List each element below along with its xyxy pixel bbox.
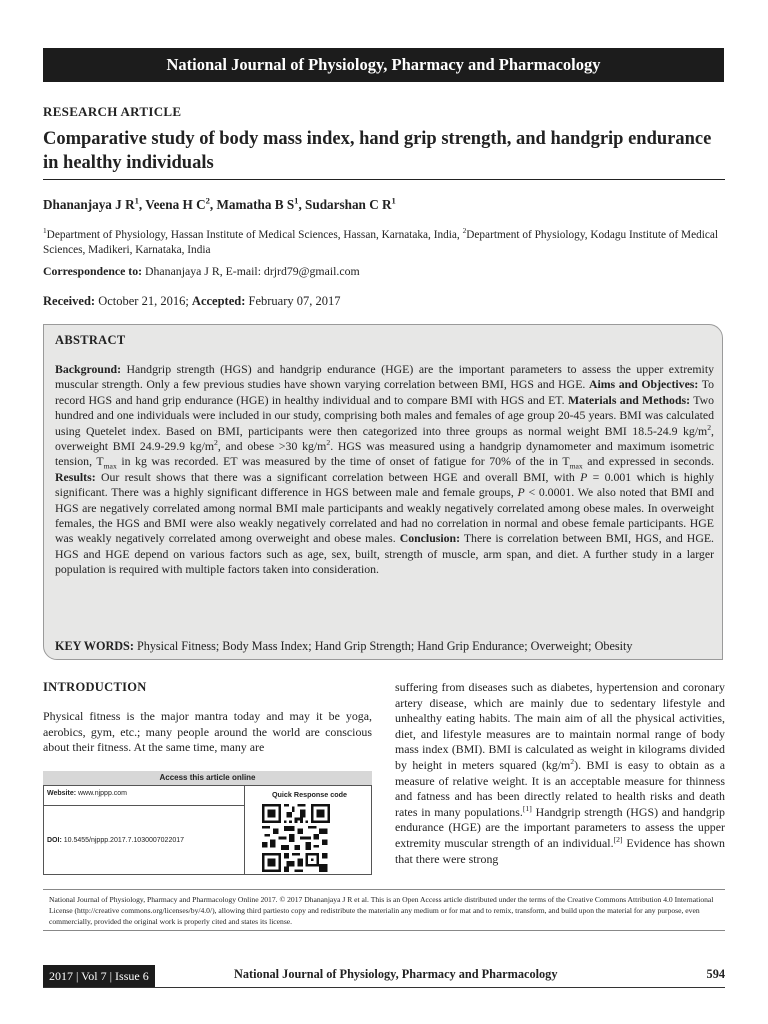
introduction-left-column: Physical fitness is the major mantra today and may it be yoga, aerobics, gym, etc.; many people around the world are conscious about their fitness. At the same time, many are	[43, 709, 372, 755]
correspondence-label: Correspondence to:	[43, 264, 143, 278]
correspondence-text: Dhananjaya J R, E-mail: drjrd79@gmail.com	[142, 264, 360, 278]
footer-divider	[43, 987, 725, 988]
website-label: Website:	[47, 790, 77, 797]
article-title: Comparative study of body mass index, hand grip strength, and handgrip endurance in healthy individuals	[43, 129, 712, 173]
paragraph-text: Evidence has shown that there were strong	[395, 835, 725, 866]
results-text: Our result shows that there was a significant correlation between HGE and overall BMI, with	[95, 469, 581, 484]
correspondence	[43, 264, 360, 279]
affiliation-text: Department of Physiology, Hassan Institute of Medical Sciences, Hassan, Karnataka, India,	[46, 229, 463, 241]
abstract-heading: ABSTRACT	[55, 333, 126, 347]
author-affiliation-marker: 1	[391, 195, 396, 206]
abstract-text	[55, 362, 714, 578]
affiliation-number: 2	[462, 226, 467, 236]
citation-ref[interactable]: [2]	[613, 834, 623, 844]
website-row	[47, 790, 127, 797]
received-date: October 21, 2016;	[95, 294, 192, 308]
p-value-symbol: P	[517, 485, 525, 500]
aims-label: Aims and Objectives:	[588, 377, 699, 392]
methods-text: Two hundred and one individuals were included in our study, comprising both males and females of age group 20-45 years. BMI was calculated using Quetelet index. Based on BMI, participants were then categorized into three groups as normal weight BMI 18.5-24.9 kg/m	[55, 392, 714, 438]
journal-banner	[43, 48, 724, 82]
affiliation-text: Department of Physiology, Kodagu Institute of Medical Sciences, Madikeri, Karnataka, India	[43, 229, 719, 256]
author-name: Mamatha B S	[216, 197, 295, 212]
keywords	[55, 639, 714, 654]
doi-row	[47, 837, 184, 844]
methods-text: . HGS was measured using a handgrip dynamometer and maximum isometric tension, T	[55, 439, 715, 469]
conclusion-text: There is correlation between BMI, HGS, and HGE. HGS and HGE depend on various factors such as age, sex, built, strength of muscle, arm span, and diet. A further study in a larger population is required with multiple factors taken into consideration.	[55, 531, 714, 577]
superscript: 2	[214, 438, 218, 448]
introduction-heading: INTRODUCTION	[43, 680, 147, 694]
keywords-text: Physical Fitness; Body Mass Index; Hand Grip Strength; Hand Grip Endurance; Overweight; Obesity	[133, 639, 633, 653]
citation-ref[interactable]: [1]	[522, 803, 532, 813]
author-name: Veena H C	[145, 197, 206, 212]
author-name: Sudarshan C R	[305, 197, 392, 212]
methods-text: and expressed in seconds.	[582, 454, 715, 469]
paragraph-text: Handgrip strength (HGS) and handgrip endurance (HGE) are the important parameters to assess the upper extremity muscular strength of an individual.	[395, 804, 725, 850]
keywords-label: KEY WORDS:	[55, 639, 134, 653]
page-number: 594	[706, 967, 725, 981]
aims-text: To record HGS and hand grip endurance (HGE) in healthy individual and to compare BMI with HGS and ET.	[55, 377, 714, 407]
journal-name: National Journal of Physiology, Pharmacy and Pharmacology	[166, 55, 601, 74]
methods-label: Materials and Methods:	[567, 392, 691, 407]
title-divider	[43, 179, 725, 180]
doi-value[interactable]: 10.5455/njppp.2017.7.1030007022017	[61, 837, 185, 844]
author-affiliation-marker: 1	[134, 195, 139, 206]
article-dates	[43, 294, 341, 309]
accepted-label: Accepted:	[191, 294, 246, 308]
results-text: < 0.0001. We also noted that BMI and HGS are negatively correlated among normal BMI male participants and weakly negatively correlated among obese males. In overweight females, the HGS and BMI were also weakly negatively correlated and had no correlation in normal and obese female participants. HGE was weakly negatively correlated among overweight and obese males.	[55, 485, 714, 546]
article-type: RESEARCH ARTICLE	[43, 104, 182, 119]
superscript: 2	[570, 757, 575, 766]
paragraph-text: ). BMI is easy to obtain as a measure of relative weight. It is an acceptable measure for thinness and fatness and has been directly related to health risks and death rates in many populations.	[395, 757, 725, 819]
subscript: max	[103, 461, 117, 471]
methods-text: in kg was recorded. ET was measured by the time of onset of fatigue for 70% of the in T	[116, 454, 570, 469]
affiliations	[43, 228, 725, 258]
author-affiliation-marker: 2	[205, 195, 210, 206]
license-text: National Journal of Physiology, Pharmacy and Pharmacology Online 2017. © 2017 Dhananjaya J R et al. This is an Open Access article distributed under the terms of the Creative Commons Attribution 4.0 International License (http://creative commons.org/licenses/by/4.0/), allowing third partiesto copy and redistribute the materialin any medium or for mat and to remix, transform, and build upon the material for any purpose, even commercially, provided the original work is properly cited and states its license.	[49, 895, 714, 926]
paragraph-text: suffering from diseases such as diabetes, hypertension and coronary artery disease, which are mainly due to sedentary lifestyle and unhealthy eating habits. The main aim of all the physical activities, diet, and lifestyle measures are to maintain normal range of body mass index (BMI). BMI is calculated as weight in kilograms divided by height in meters squared (kg/m	[395, 680, 725, 772]
access-box-header: Access this article online	[43, 771, 372, 786]
accepted-date: February 07, 2017	[245, 294, 341, 308]
qr-code-label: Quick Response code	[271, 790, 348, 799]
methods-text: , and obese >30 kg/m	[217, 439, 327, 454]
p-value-symbol: P	[580, 469, 588, 484]
conclusion-label: Conclusion:	[399, 531, 461, 546]
footer-issue-badge: 2017 | Vol 7 | Issue 6	[43, 965, 155, 987]
received-label: Received:	[43, 294, 96, 308]
footer-journal-name: National Journal of Physiology, Pharmacy and Pharmacology	[234, 967, 558, 981]
author-name: Dhananjaya J R	[43, 197, 135, 212]
author-list: Dhananjaya J $R^1$, Veena H $C^2$, Mamatha B $S^1$, Sudarshan C $R^1$	[43, 195, 396, 212]
website-link[interactable]: www.njppp.com	[76, 790, 128, 797]
superscript: 2	[326, 438, 331, 448]
qr-code-icon[interactable]	[260, 804, 332, 872]
doi-label: DOI:	[47, 837, 62, 844]
introduction-right-column	[395, 680, 725, 867]
background-text: Handgrip strength (HGS) and handgrip endurance (HGE) are the important parameters to assess the upper extremity muscular strength. Only a few previous studies have shown varying correlation between BMI, HGS and HGE.	[55, 362, 714, 392]
affiliation-number: 1	[43, 226, 47, 236]
background-label: Background:	[55, 362, 121, 376]
results-label: Results:	[55, 469, 96, 484]
subscript: max	[569, 461, 583, 471]
author-affiliation-marker: 1	[294, 195, 299, 206]
methods-text: , overweight BMI 24.9-29.9 kg/m	[55, 423, 714, 454]
superscript: 2	[707, 422, 712, 432]
results-text: = 0.001 which is highly significant. There was a highly significant difference in HGS between male and female groups,	[55, 469, 714, 500]
